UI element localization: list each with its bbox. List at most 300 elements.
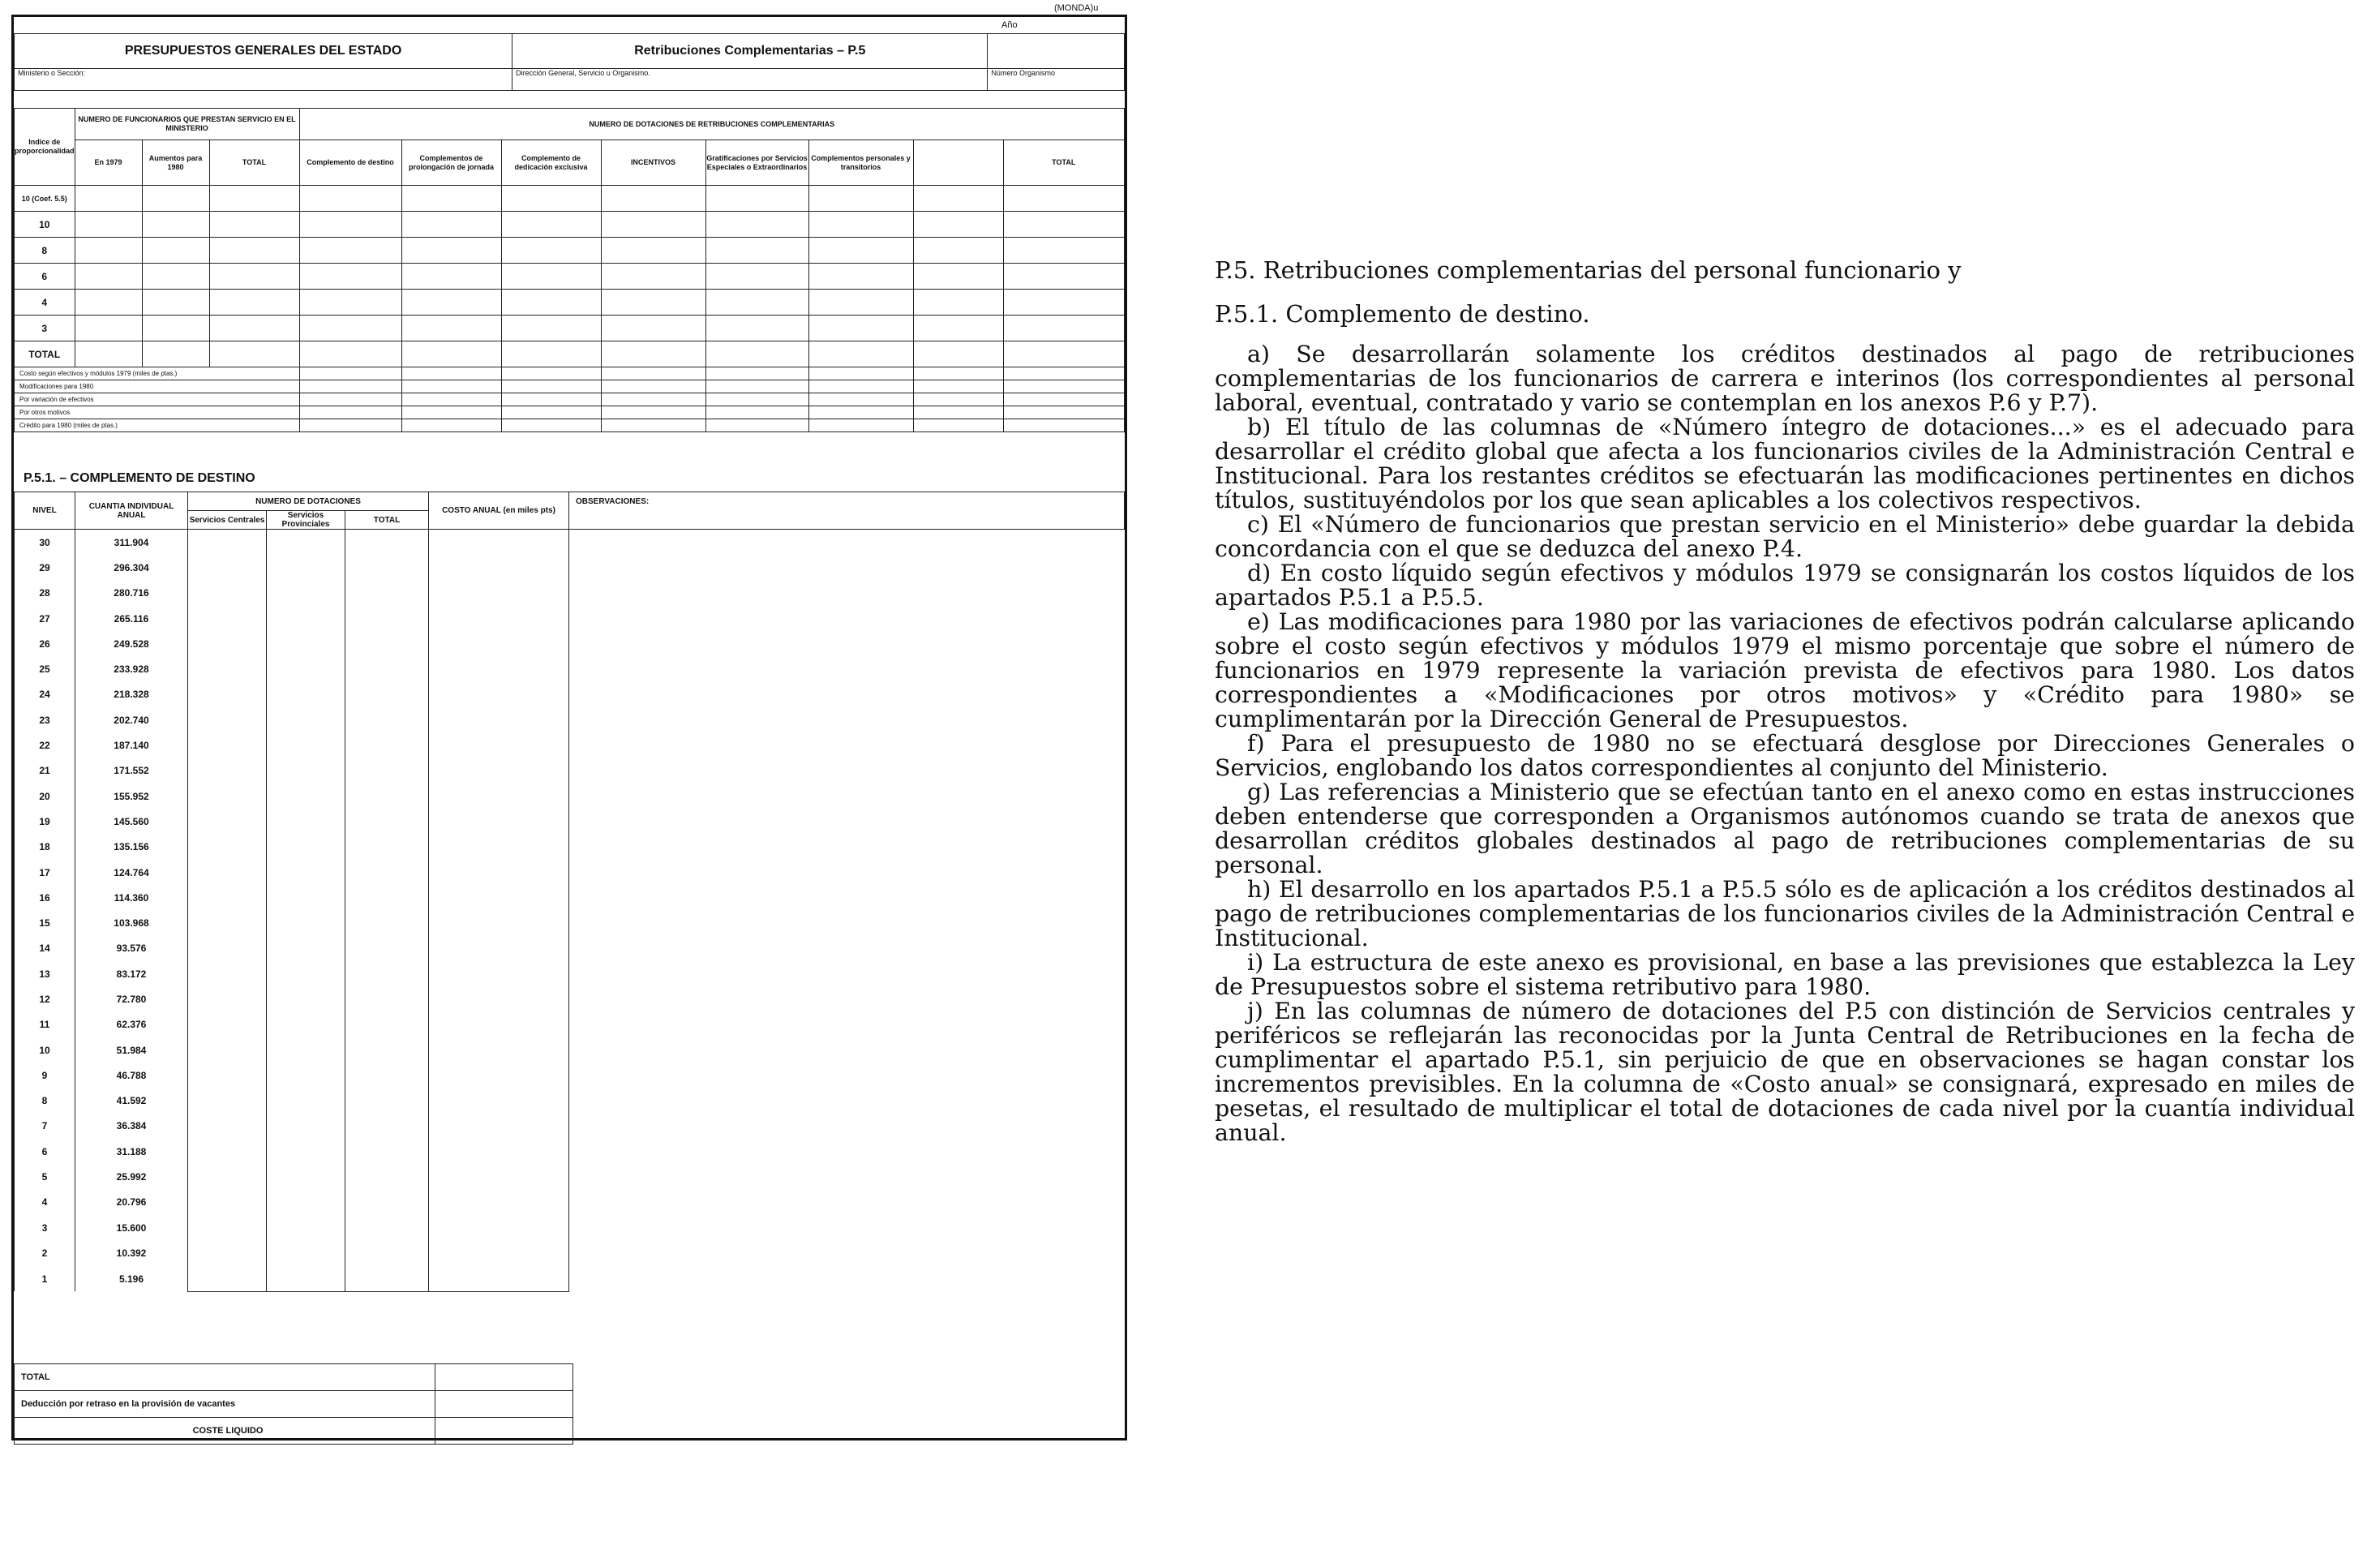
index-cell[interactable]	[209, 341, 299, 367]
instruction-paragraph: c) El «Número de funcionarios que prestan servicio en el Ministerio» debe guardar la debida concordancia con el que se deduzca del anexo P.4.	[1215, 511, 2355, 562]
dotacion-cell[interactable]	[429, 732, 569, 758]
dotacion-cell[interactable]	[429, 1215, 569, 1240]
dotacion-cell[interactable]	[429, 530, 569, 556]
nivel-row	[15, 758, 1125, 784]
dotacion-cell[interactable]	[345, 682, 429, 707]
dotacion-cell[interactable]	[345, 1190, 429, 1215]
index-cell[interactable]	[142, 341, 209, 367]
nivel-value: 2	[15, 1240, 75, 1265]
cost-row-label: Por otros motivos	[15, 406, 300, 419]
index-cell[interactable]	[209, 238, 299, 264]
index-cell[interactable]	[601, 341, 705, 367]
nivel-row	[15, 1063, 1125, 1088]
dotacion-cell[interactable]	[267, 1063, 345, 1088]
cost-cell[interactable]	[808, 406, 913, 419]
index-cell[interactable]	[299, 212, 401, 238]
dotacion-cell[interactable]	[345, 758, 429, 784]
col-centrales: Servicios Centrales	[188, 511, 267, 530]
index-cell[interactable]	[705, 212, 808, 238]
dotacion-cell[interactable]	[345, 910, 429, 935]
dotacion-cell[interactable]	[188, 581, 267, 606]
dotacion-cell[interactable]	[188, 1063, 267, 1088]
cost-cell[interactable]	[913, 419, 1003, 432]
dotacion-cell[interactable]	[267, 1088, 345, 1114]
nivel-row	[15, 1215, 1125, 1240]
instructions	[1215, 258, 2355, 1145]
dotacion-cell[interactable]	[188, 631, 267, 656]
index-cell[interactable]	[299, 186, 401, 212]
dotacion-cell[interactable]	[267, 631, 345, 656]
index-cell[interactable]	[1003, 290, 1125, 316]
dotacion-cell[interactable]	[267, 1037, 345, 1063]
cuantia-value: 41.592	[75, 1088, 188, 1114]
dotacion-cell[interactable]	[267, 1012, 345, 1037]
dotacion-cell[interactable]	[188, 606, 267, 631]
nivel-value: 10	[15, 1037, 75, 1063]
dotacion-cell[interactable]	[267, 986, 345, 1011]
index-cell[interactable]	[501, 316, 601, 341]
dotacion-cell[interactable]	[429, 707, 569, 732]
cost-cell[interactable]	[913, 393, 1003, 406]
dotacion-cell[interactable]	[188, 1215, 267, 1240]
index-cell[interactable]	[209, 212, 299, 238]
cost-cell[interactable]	[1003, 406, 1125, 419]
dotacion-cell[interactable]	[345, 530, 429, 556]
form-header	[14, 33, 1125, 91]
dotacion-cell[interactable]	[267, 1266, 345, 1292]
section-p51-title: P.5.1. – COMPLEMENTO DE DESTINO	[24, 471, 255, 485]
index-cell[interactable]	[808, 316, 913, 341]
dotacion-cell[interactable]	[188, 555, 267, 580]
dotacion-cell[interactable]	[429, 1012, 569, 1037]
dotacion-cell[interactable]	[429, 936, 569, 961]
dotacion-cell[interactable]	[429, 1063, 569, 1088]
dotacion-cell[interactable]	[188, 732, 267, 758]
dotacion-cell[interactable]	[188, 1240, 267, 1265]
dotacion-cell[interactable]	[429, 809, 569, 834]
observaciones-field[interactable]: OBSERVACIONES:	[569, 492, 1125, 530]
index-cell[interactable]	[75, 238, 142, 264]
dotacion-cell[interactable]	[429, 682, 569, 707]
ministry-label[interactable]: Ministerio o Sección:	[15, 69, 512, 91]
nivel-value: 12	[15, 986, 75, 1011]
dotacion-cell[interactable]	[188, 1139, 267, 1164]
index-cell[interactable]	[75, 341, 142, 367]
index-cell[interactable]	[75, 290, 142, 316]
cost-cell[interactable]	[401, 406, 501, 419]
cost-cell[interactable]	[299, 367, 401, 380]
index-cell[interactable]	[501, 186, 601, 212]
cost-cell[interactable]	[808, 419, 913, 432]
cuantia-value: 145.560	[75, 809, 188, 834]
index-cell[interactable]	[913, 290, 1003, 316]
cost-cell[interactable]	[1003, 419, 1125, 432]
cost-cell[interactable]	[601, 419, 705, 432]
dotacion-cell[interactable]	[267, 835, 345, 860]
dotacion-cell[interactable]	[429, 784, 569, 809]
cost-cell[interactable]	[401, 367, 501, 380]
index-cell[interactable]	[808, 264, 913, 290]
index-label: 6	[15, 264, 75, 290]
dotacion-cell[interactable]	[188, 961, 267, 986]
dotacion-cell[interactable]	[429, 885, 569, 910]
index-row	[15, 238, 1125, 264]
cuantia-value: 218.328	[75, 682, 188, 707]
dotacion-cell[interactable]	[429, 606, 569, 631]
cost-cell[interactable]	[601, 367, 705, 380]
dotacion-cell[interactable]	[267, 961, 345, 986]
dotacion-cell[interactable]	[267, 581, 345, 606]
instruction-paragraph: g) Las referencias a Ministerio que se efectúan tanto en el anexo como en estas instrucciones deben entenderse que corresponden a Organismos autónomos cuando se trata de anexos que desarrollan créditos globales destinados al pago de retribuciones complementarias de su personal.	[1215, 779, 2355, 878]
index-cell[interactable]	[601, 186, 705, 212]
dotacion-cell[interactable]	[267, 732, 345, 758]
index-cell[interactable]	[808, 186, 913, 212]
index-cell[interactable]	[601, 264, 705, 290]
nivel-value: 5	[15, 1164, 75, 1189]
dotacion-cell[interactable]	[188, 656, 267, 681]
index-cell[interactable]	[401, 290, 501, 316]
dotacion-cell[interactable]	[345, 961, 429, 986]
index-cell[interactable]	[501, 290, 601, 316]
index-cell[interactable]	[913, 186, 1003, 212]
cost-cell[interactable]	[501, 380, 601, 393]
dotacion-cell[interactable]	[267, 936, 345, 961]
nivel-value: 15	[15, 910, 75, 935]
index-cell[interactable]	[209, 290, 299, 316]
dotacion-cell[interactable]	[345, 555, 429, 580]
dotacion-cell[interactable]	[429, 835, 569, 860]
cost-cell[interactable]	[299, 393, 401, 406]
index-cell[interactable]	[401, 341, 501, 367]
dotacion-cell[interactable]	[188, 910, 267, 935]
index-cell[interactable]	[1003, 212, 1125, 238]
net-cost-label: COSTE LIQUIDO	[15, 1418, 435, 1445]
index-cell[interactable]	[142, 212, 209, 238]
dotacion-cell[interactable]	[188, 530, 267, 556]
cost-cell[interactable]	[705, 367, 808, 380]
cost-cell[interactable]	[501, 393, 601, 406]
dotacion-cell[interactable]	[345, 656, 429, 681]
cuantia-value: 72.780	[75, 986, 188, 1011]
net-cost-value[interactable]	[435, 1418, 573, 1445]
nivel-value: 6	[15, 1139, 75, 1164]
dotacion-cell[interactable]	[345, 835, 429, 860]
cost-row	[15, 367, 1125, 380]
cost-cell[interactable]	[601, 393, 705, 406]
dotacion-cell[interactable]	[188, 835, 267, 860]
cost-cell[interactable]	[299, 406, 401, 419]
index-cell[interactable]	[601, 290, 705, 316]
dotacion-cell[interactable]	[345, 732, 429, 758]
index-cell[interactable]	[142, 186, 209, 212]
index-cell[interactable]	[913, 316, 1003, 341]
dotacion-cell[interactable]	[188, 860, 267, 885]
number-label[interactable]: Número Organismo	[988, 69, 1125, 91]
dotacion-cell[interactable]	[429, 986, 569, 1011]
dotacion-cell[interactable]	[429, 631, 569, 656]
nivel-value: 1	[15, 1266, 75, 1292]
cost-cell[interactable]	[913, 367, 1003, 380]
deduction-value[interactable]	[435, 1391, 573, 1418]
col-destino: Complemento de destino	[299, 140, 401, 186]
index-cell[interactable]	[705, 264, 808, 290]
cost-cell[interactable]	[808, 393, 913, 406]
nivel-row	[15, 784, 1125, 809]
nivel-value: 28	[15, 581, 75, 606]
direction-label[interactable]: Dirección General, Servicio u Organismo.	[512, 69, 988, 91]
cost-cell[interactable]	[1003, 380, 1125, 393]
dotacion-cell[interactable]	[267, 860, 345, 885]
cost-cell[interactable]	[705, 393, 808, 406]
index-cell[interactable]	[401, 238, 501, 264]
dotacion-cell[interactable]	[345, 1240, 429, 1265]
index-cell[interactable]	[75, 186, 142, 212]
dotacion-cell[interactable]	[429, 1164, 569, 1189]
dotacion-cell[interactable]	[345, 707, 429, 732]
index-cell[interactable]	[299, 238, 401, 264]
dotacion-cell[interactable]	[188, 707, 267, 732]
nivel-value: 14	[15, 936, 75, 961]
cost-cell[interactable]	[705, 406, 808, 419]
dotacion-cell[interactable]	[345, 860, 429, 885]
index-cell[interactable]	[209, 316, 299, 341]
dotacion-cell[interactable]	[429, 1240, 569, 1265]
dotacion-cell[interactable]	[345, 986, 429, 1011]
dotacion-cell[interactable]	[267, 809, 345, 834]
index-cell[interactable]	[808, 212, 913, 238]
index-cell[interactable]	[808, 238, 913, 264]
nivel-value: 8	[15, 1088, 75, 1114]
dotacion-cell[interactable]	[188, 1114, 267, 1139]
index-cell[interactable]	[601, 316, 705, 341]
dotacion-cell[interactable]	[267, 1240, 345, 1265]
dotacion-cell[interactable]	[267, 885, 345, 910]
index-cell[interactable]	[705, 290, 808, 316]
cost-cell[interactable]	[401, 380, 501, 393]
index-row	[15, 316, 1125, 341]
dotacion-cell[interactable]	[267, 758, 345, 784]
dotacion-cell[interactable]	[188, 1190, 267, 1215]
dotacion-cell[interactable]	[267, 707, 345, 732]
nivel-value: 16	[15, 885, 75, 910]
dotacion-cell[interactable]	[188, 1088, 267, 1114]
dotacion-cell[interactable]	[188, 682, 267, 707]
col-personales: Complementos personales y transitorios	[808, 140, 913, 186]
dotacion-cell[interactable]	[429, 1139, 569, 1164]
dotacion-cell[interactable]	[429, 1114, 569, 1139]
cost-cell[interactable]	[1003, 367, 1125, 380]
index-cell[interactable]	[75, 264, 142, 290]
dotacion-cell[interactable]	[267, 656, 345, 681]
dotacion-cell[interactable]	[267, 910, 345, 935]
index-label: 10	[15, 212, 75, 238]
dotacion-cell[interactable]	[345, 1088, 429, 1114]
dotacion-cell[interactable]	[188, 936, 267, 961]
cost-cell[interactable]	[501, 419, 601, 432]
dotacion-cell[interactable]	[429, 555, 569, 580]
index-cell[interactable]	[142, 264, 209, 290]
instruction-paragraph: j) En las columnas de número de dotaciones del P.5 con distinción de Servicios centrales y periféricos se reflejarán las reconocidas por la Junta Central de Retribuciones en la fecha de cumplimentar el apartado P.5.1, sin perjuicio de que en observaciones se hagan constar los incrementos previsibles. En la columna de «Costo anual» se consignará, expresado en miles de pesetas, el resultado de multiplicar el total de dotaciones de cada nivel por la cuantía individual anual.	[1215, 998, 2355, 1146]
dotacion-cell[interactable]	[267, 606, 345, 631]
index-cell[interactable]	[808, 341, 913, 367]
index-cell[interactable]	[299, 316, 401, 341]
cost-cell[interactable]	[299, 380, 401, 393]
total-value[interactable]	[435, 1364, 573, 1391]
index-cell[interactable]	[299, 264, 401, 290]
index-cell[interactable]	[913, 238, 1003, 264]
dotacion-cell[interactable]	[188, 1164, 267, 1189]
index-cell[interactable]	[705, 316, 808, 341]
dotacion-cell[interactable]	[267, 784, 345, 809]
index-cell[interactable]	[142, 238, 209, 264]
dotacion-cell[interactable]	[267, 682, 345, 707]
cuantia-value: 311.904	[75, 530, 188, 556]
cost-cell[interactable]	[601, 406, 705, 419]
nivel-row	[15, 682, 1125, 707]
cost-cell[interactable]	[401, 419, 501, 432]
dotacion-cell[interactable]	[345, 1266, 429, 1292]
dotacion-cell[interactable]	[345, 606, 429, 631]
dotacion-cell[interactable]	[188, 986, 267, 1011]
index-cell[interactable]	[209, 186, 299, 212]
cuantia-value: 296.304	[75, 555, 188, 580]
index-cell[interactable]	[75, 316, 142, 341]
dotacion-cell[interactable]	[345, 1114, 429, 1139]
dotacion-cell[interactable]	[345, 1164, 429, 1189]
cost-cell[interactable]	[913, 380, 1003, 393]
dotacion-cell[interactable]	[188, 885, 267, 910]
index-cell[interactable]	[401, 316, 501, 341]
dotacion-cell[interactable]	[267, 555, 345, 580]
dotacion-cell[interactable]	[267, 1164, 345, 1189]
dotacion-cell[interactable]	[345, 1012, 429, 1037]
cuantia-value: 62.376	[75, 1012, 188, 1037]
dotacion-cell[interactable]	[188, 758, 267, 784]
dotacion-cell[interactable]	[345, 1139, 429, 1164]
index-cell[interactable]	[601, 238, 705, 264]
dotacion-cell[interactable]	[345, 1215, 429, 1240]
dotacion-cell[interactable]	[429, 1037, 569, 1063]
dotacion-cell[interactable]	[267, 1190, 345, 1215]
cost-cell[interactable]	[913, 406, 1003, 419]
dotacion-cell[interactable]	[267, 1139, 345, 1164]
cost-cell[interactable]	[705, 380, 808, 393]
dotacion-cell[interactable]	[345, 936, 429, 961]
index-cell[interactable]	[401, 212, 501, 238]
index-cell[interactable]	[1003, 238, 1125, 264]
instructions-heading: P.5. Retribuciones complementarias del personal funcionario y	[1215, 256, 1962, 284]
cuantia-value: 202.740	[75, 707, 188, 732]
cost-cell[interactable]	[501, 406, 601, 419]
nivel-value: 24	[15, 682, 75, 707]
cuantia-value: 5.196	[75, 1266, 188, 1292]
dotacion-cell[interactable]	[267, 1215, 345, 1240]
cost-cell[interactable]	[299, 419, 401, 432]
index-cell[interactable]	[1003, 264, 1125, 290]
cost-cell[interactable]	[401, 393, 501, 406]
index-cell[interactable]	[401, 264, 501, 290]
index-cell[interactable]	[705, 238, 808, 264]
cost-cell[interactable]	[1003, 393, 1125, 406]
dotacion-cell[interactable]	[267, 530, 345, 556]
index-cell[interactable]	[501, 238, 601, 264]
instruction-paragraph: f) Para el presupuesto de 1980 no se efectuará desglose por Direcciones Generales o Servicios, englobando los datos correspondientes al conjunto del Ministerio.	[1215, 730, 2355, 781]
index-cell[interactable]	[913, 341, 1003, 367]
index-cell[interactable]	[299, 290, 401, 316]
dotacion-cell[interactable]	[429, 581, 569, 606]
dotacion-cell[interactable]	[429, 860, 569, 885]
col-cuantia: CUANTIA INDIVIDUAL ANUAL	[75, 492, 188, 530]
index-cell[interactable]	[1003, 316, 1125, 341]
cost-cell[interactable]	[705, 419, 808, 432]
form-title: PRESUPUESTOS GENERALES DEL ESTADO	[15, 34, 512, 69]
nivel-row	[15, 835, 1125, 860]
dotacion-cell[interactable]	[345, 784, 429, 809]
dotacion-cell[interactable]	[429, 1266, 569, 1292]
dotacion-cell[interactable]	[429, 961, 569, 986]
index-cell[interactable]	[209, 264, 299, 290]
dotacion-cell[interactable]	[345, 1037, 429, 1063]
dotacion-cell[interactable]	[345, 581, 429, 606]
col-total-dot: TOTAL	[345, 511, 429, 530]
cost-cell[interactable]	[808, 380, 913, 393]
dotacion-cell[interactable]	[188, 784, 267, 809]
dotacion-cell[interactable]	[267, 1114, 345, 1139]
dotacion-cell[interactable]	[345, 631, 429, 656]
dotacion-cell[interactable]	[345, 809, 429, 834]
dotacion-cell[interactable]	[188, 1037, 267, 1063]
index-cell[interactable]	[1003, 341, 1125, 367]
dotacion-cell[interactable]	[429, 656, 569, 681]
dotacion-cell[interactable]	[429, 910, 569, 935]
index-cell[interactable]	[142, 290, 209, 316]
index-cell[interactable]	[142, 316, 209, 341]
index-cell[interactable]	[501, 212, 601, 238]
dotacion-cell[interactable]	[188, 1012, 267, 1037]
index-cell[interactable]	[299, 341, 401, 367]
dotacion-cell[interactable]	[345, 1063, 429, 1088]
cost-row	[15, 406, 1125, 419]
index-cell[interactable]	[913, 264, 1003, 290]
cuantia-value: 15.600	[75, 1215, 188, 1240]
index-cell[interactable]	[501, 341, 601, 367]
deduction-label: Deducción por retraso en la provisión de vacantes	[15, 1391, 435, 1418]
index-cell[interactable]	[808, 290, 913, 316]
year-cell[interactable]	[988, 34, 1125, 69]
dotacion-cell[interactable]	[345, 885, 429, 910]
dotacion-cell[interactable]	[429, 1190, 569, 1215]
index-cell[interactable]	[75, 212, 142, 238]
dotacion-cell[interactable]	[429, 758, 569, 784]
dotacion-cell[interactable]	[188, 1266, 267, 1292]
index-cell[interactable]	[401, 186, 501, 212]
index-cell[interactable]	[705, 341, 808, 367]
cuantia-value: 249.528	[75, 631, 188, 656]
dotacion-cell[interactable]	[188, 809, 267, 834]
cost-cell[interactable]	[501, 367, 601, 380]
index-cell[interactable]	[913, 212, 1003, 238]
index-cell[interactable]	[705, 186, 808, 212]
cost-cell[interactable]	[808, 367, 913, 380]
cost-cell[interactable]	[601, 380, 705, 393]
budget-form	[11, 15, 1127, 1441]
index-cell[interactable]	[601, 212, 705, 238]
index-cell[interactable]	[501, 264, 601, 290]
dotacion-cell[interactable]	[429, 1088, 569, 1114]
index-cell[interactable]	[1003, 186, 1125, 212]
form-code: (MONDA)u	[1054, 3, 1099, 13]
nivel-value: 3	[15, 1215, 75, 1240]
